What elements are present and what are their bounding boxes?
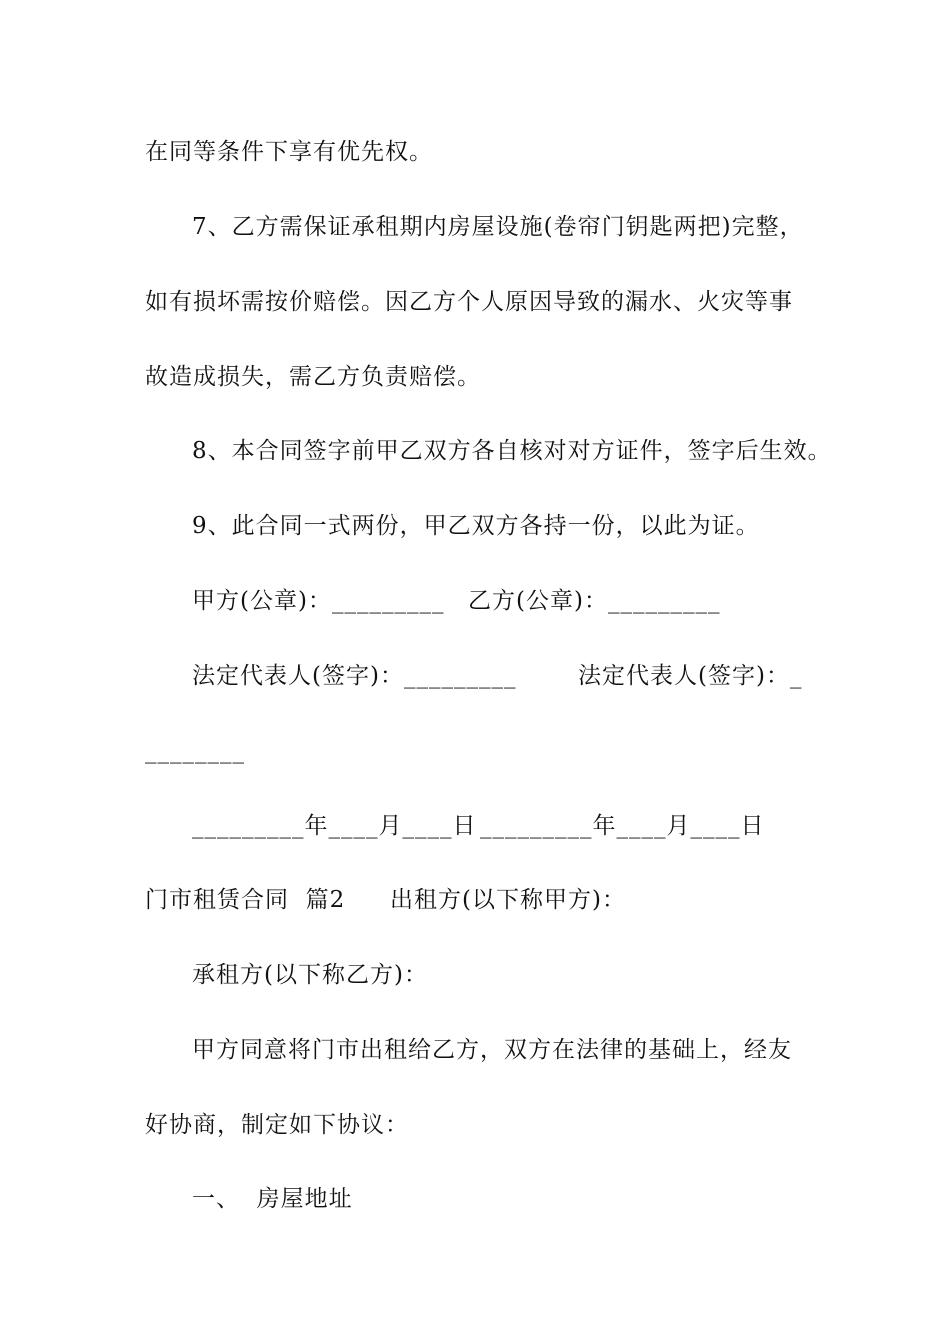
clause-7-line: 7、乙方需保证承租期内房屋设施(卷帘门钥匙两把)完整， bbox=[192, 214, 804, 240]
lessor-line: 出租方(以下称甲方)： bbox=[390, 887, 626, 913]
section-title: 门市租赁合同 篇2 bbox=[145, 887, 346, 913]
paragraph-line: 甲方同意将门市出租给乙方，双方在法律的基础上，经友 bbox=[192, 1037, 792, 1063]
party-b-representative-field-continued: ________ bbox=[145, 738, 245, 764]
party-a-representative-field: 法定代表人(签字)：_________ bbox=[192, 663, 517, 689]
party-b-seal-field: 乙方(公章)：_________ bbox=[468, 588, 721, 614]
clause-9-line: 9、此合同一式两份，甲乙双方各持一份，以此为证。 bbox=[192, 513, 760, 539]
paragraph-line: 在同等条件下享有优先权。 bbox=[145, 139, 433, 165]
heading-house-address: 一、 房屋地址 bbox=[192, 1186, 353, 1212]
party-a-seal-field: 甲方(公章)：_________ bbox=[192, 588, 445, 614]
party-b-date-field: _________年____月____日 bbox=[480, 813, 765, 839]
party-a-date-field: _________年____月____日 bbox=[192, 813, 477, 839]
paragraph-line: 好协商，制定如下协议： bbox=[145, 1112, 409, 1138]
clause-8-line: 8、本合同签字前甲乙双方各自核对对方证件，签字后生效。 bbox=[192, 438, 832, 464]
paragraph-line: 故造成损失，需乙方负责赔偿。 bbox=[145, 364, 481, 390]
lessee-line: 承租方(以下称乙方)： bbox=[192, 962, 428, 988]
party-b-representative-field: 法定代表人(签字)：_ bbox=[578, 663, 803, 689]
paragraph-line: 如有损坏需按价赔偿。因乙方个人原因导致的漏水、火灾等事 bbox=[145, 289, 793, 315]
